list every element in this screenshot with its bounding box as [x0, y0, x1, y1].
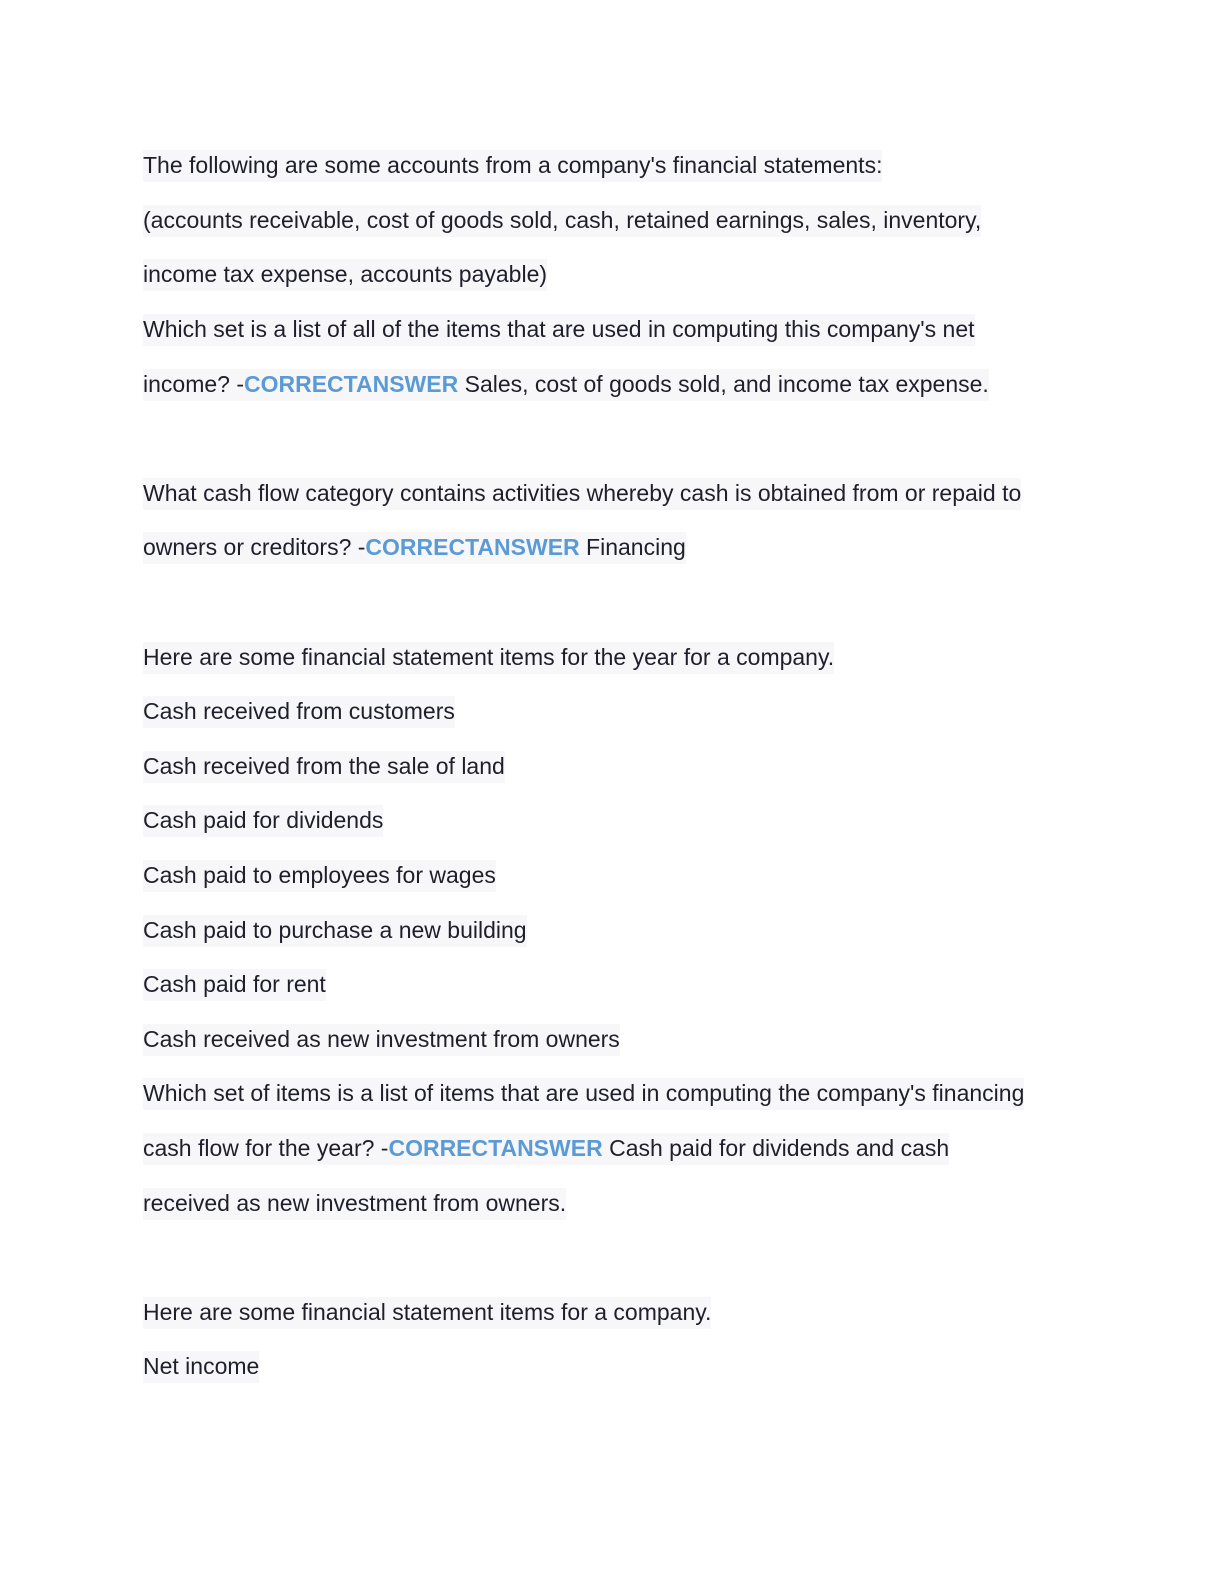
- text-line: Here are some financial statement items for a company.: [143, 1285, 1073, 1340]
- list-item: Cash received as new investment from owners: [143, 1013, 1073, 1068]
- question-text: income? -: [143, 370, 244, 397]
- document-page: [143, 139, 1073, 1395]
- answer-line: [143, 1176, 1073, 1231]
- text-line: Which set is a list of all of the items that are used in computing this company's net: [143, 303, 1073, 358]
- question-block: [143, 630, 1073, 1231]
- answer-line: [143, 521, 1073, 576]
- list-item: Net income: [143, 1340, 1073, 1395]
- answer-line: [143, 357, 1073, 412]
- correct-answer-marker: CORRECTANSWER: [243, 370, 459, 397]
- correct-answer-marker: CORRECTANSWER: [388, 1134, 603, 1161]
- text-line: The following are some accounts from a company's financial statements:: [143, 139, 1073, 194]
- spacer: [143, 1231, 1073, 1286]
- answer-text: received as new investment from owners.: [143, 1188, 566, 1220]
- spacer: [143, 576, 1073, 631]
- answer-text: Financing: [579, 534, 686, 561]
- list-item: Cash received from customers: [143, 685, 1073, 740]
- list-item: Cash paid to purchase a new building: [143, 903, 1073, 958]
- text-line: (accounts receivable, cost of goods sold, cash, retained earnings, sales, inventory,: [143, 194, 1073, 249]
- question-block: [143, 139, 1073, 412]
- correct-answer-marker: CORRECTANSWER: [365, 534, 580, 561]
- spacer: [143, 412, 1073, 467]
- text-line: income tax expense, accounts payable): [143, 248, 1073, 303]
- text-line: Which set of items is a list of items that are used in computing the company's financing: [143, 1067, 1073, 1122]
- question-text: owners or creditors? -: [143, 534, 366, 561]
- answer-line: [143, 1122, 1073, 1177]
- question-block: [143, 1285, 1073, 1394]
- question-text: cash flow for the year? -: [143, 1134, 389, 1161]
- text-line: What cash flow category contains activities whereby cash is obtained from or repaid to: [143, 467, 1073, 522]
- list-item: Cash paid for dividends: [143, 794, 1073, 849]
- question-block: [143, 467, 1073, 576]
- list-item: Cash received from the sale of land: [143, 740, 1073, 795]
- list-item: Cash paid for rent: [143, 958, 1073, 1013]
- list-item: Cash paid to employees for wages: [143, 849, 1073, 904]
- answer-text: Sales, cost of goods sold, and income tax expense.: [458, 370, 989, 397]
- text-line: Here are some financial statement items for the year for a company.: [143, 630, 1073, 685]
- answer-text: Cash paid for dividends and cash: [602, 1134, 950, 1161]
